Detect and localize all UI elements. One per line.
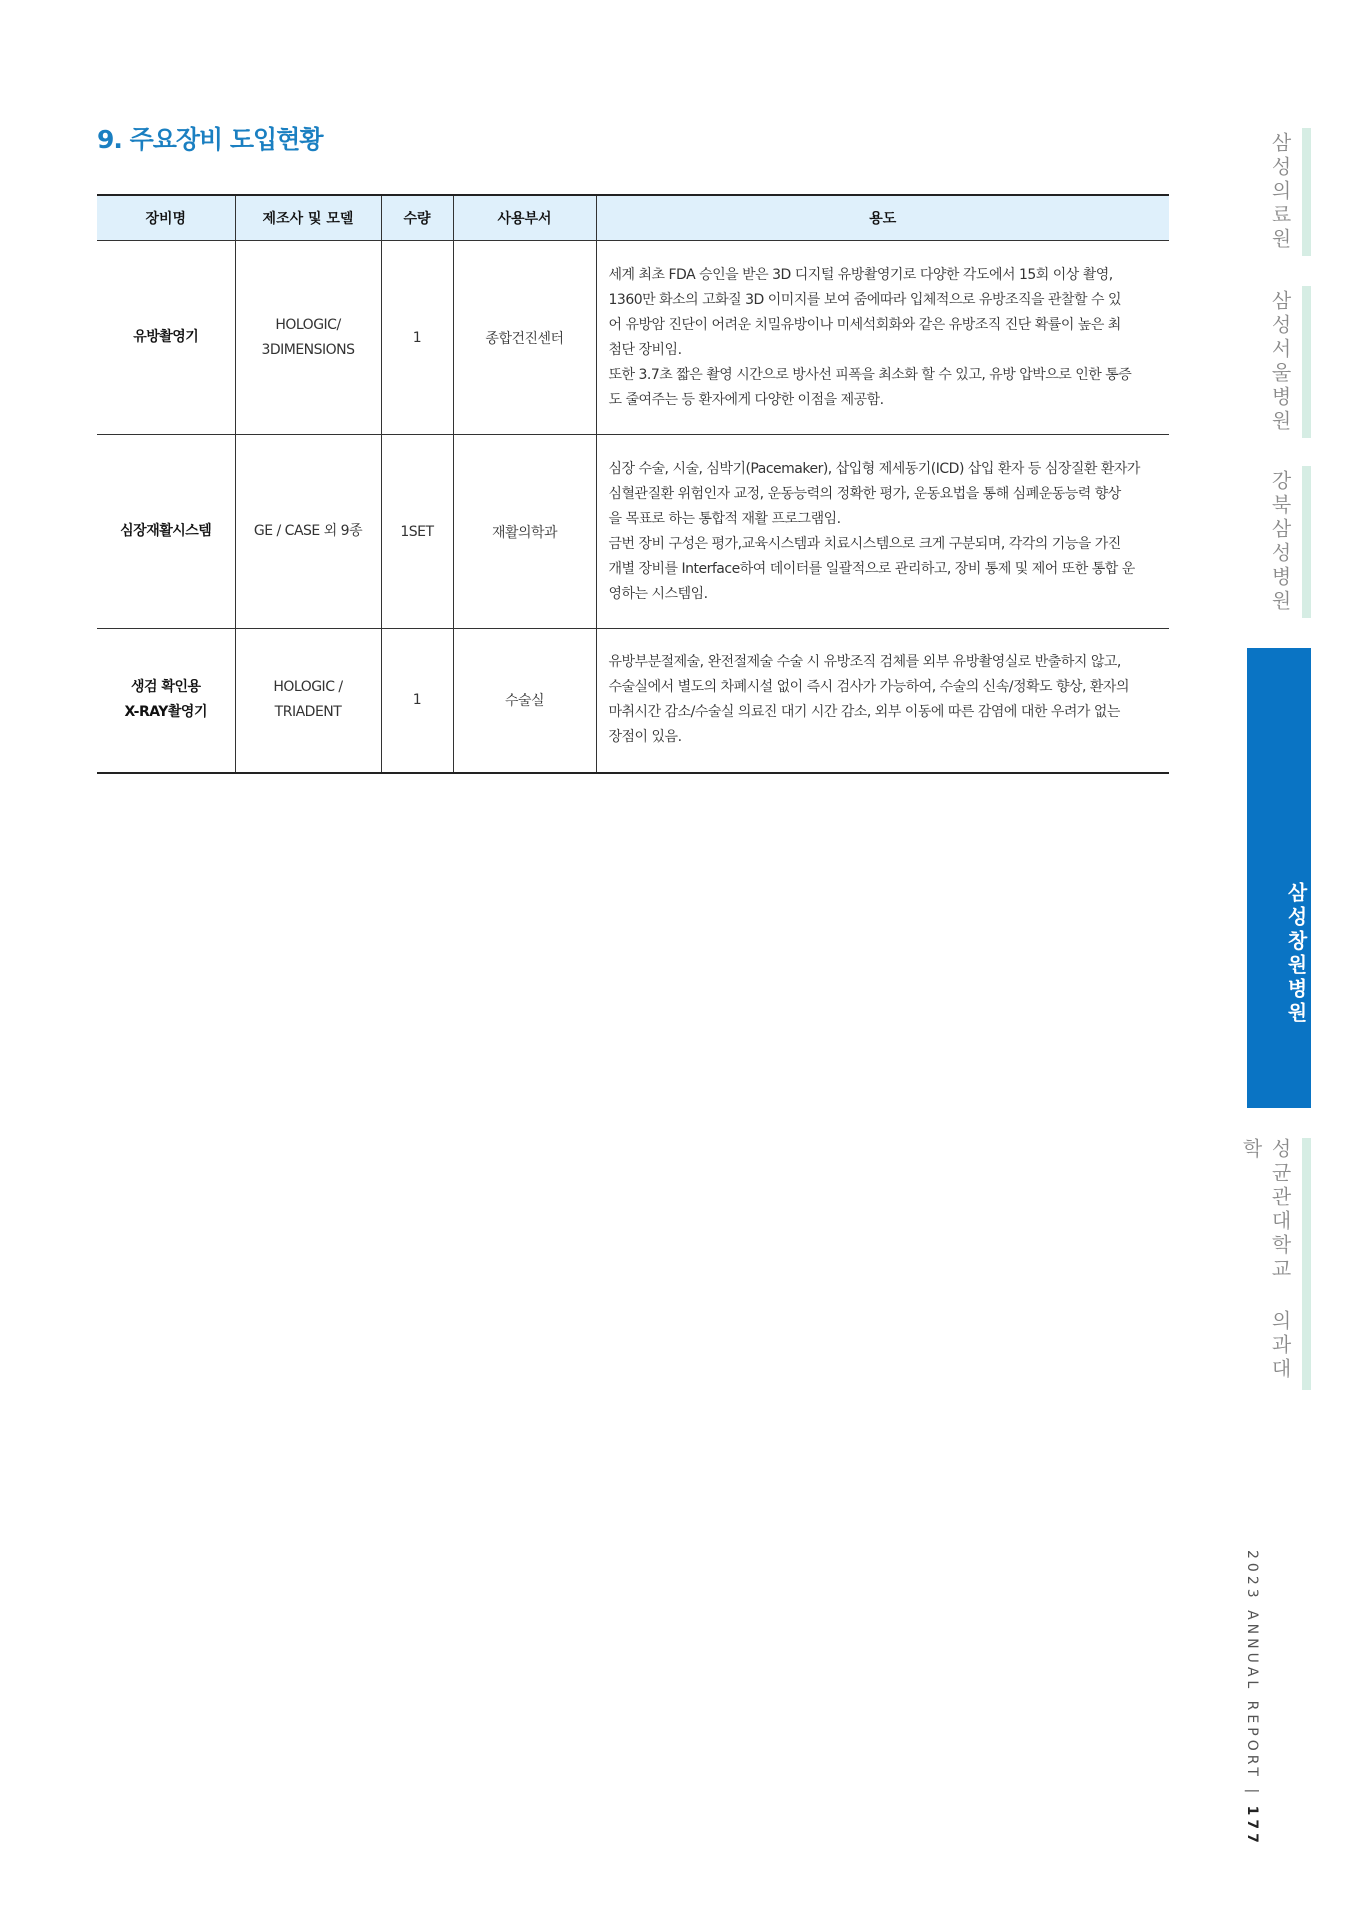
page-number: 177 <box>1244 1805 1260 1847</box>
header-purpose: 용도 <box>596 195 1169 241</box>
tab-label: 삼성서울병원 <box>1268 290 1292 434</box>
footer-separator: | <box>1244 1788 1260 1798</box>
purpose-line: 또한 3.7초 짧은 촬영 시간으로 방사선 피폭을 최소화 할 수 있고, 유방 압박으로 인한 통증 <box>608 366 1132 383</box>
quantity: 1SET <box>381 435 453 629</box>
purpose <box>596 435 1169 629</box>
purpose-line: 마취시간 감소/수술실 의료진 대기 시간 감소, 외부 이동에 따른 감염에 대한 우려가 없는 <box>608 704 1120 721</box>
tab-label: 성균관대학교 의과대학 <box>1239 1138 1292 1382</box>
tab-samsung-medical-center[interactable] <box>1247 128 1311 256</box>
purpose-line: 1360만 화소의 고화질 3D 이미지를 보여 줌에따라 입체적으로 유방조직을 관찰할 수 있 <box>608 291 1122 308</box>
header-department: 사용부서 <box>453 195 596 241</box>
purpose-line: 심혈관질환 위험인자 교정, 운동능력의 정확한 평가, 운동요법을 통해 심폐운동능력 향상 <box>608 485 1121 502</box>
purpose-line: 금번 장비 구성은 평가,교육시스템과 치료시스템으로 크게 구분되며, 각각의 기능을 가진 <box>608 535 1121 552</box>
purpose-line: 을 목표로 하는 통합적 재활 프로그램임. <box>608 510 841 527</box>
purpose-line: 도 줄여주는 등 환자에게 다양한 이점을 제공함. <box>608 391 884 408</box>
department: 재활의학과 <box>453 435 596 629</box>
purpose-line: 수술실에서 별도의 차폐시설 없이 즉시 검사가 가능하여, 수술의 신속/정확도 향상, 환자의 <box>608 679 1129 696</box>
department: 종합건진센터 <box>453 241 596 435</box>
purpose-line: 세계 최초 FDA 승인을 받은 3D 디지털 유방촬영기로 다양한 각도에서 15회 이상 촬영, <box>608 266 1113 283</box>
equipment-name <box>97 435 235 629</box>
maker-line: HOLOGIC / <box>273 679 343 696</box>
tab-indicator-bar <box>1302 466 1311 618</box>
quantity: 1 <box>381 241 453 435</box>
maker-model <box>235 435 381 629</box>
header-equipment-name: 장비명 <box>97 195 235 241</box>
page-footer <box>1244 1550 1260 1847</box>
purpose-line: 첨단 장비임. <box>608 341 682 358</box>
tab-samsung-changwon-hospital[interactable] <box>1247 648 1311 1108</box>
section-title: 9. 주요장비 도입현황 <box>97 125 323 154</box>
header-maker-model: 제조사 및 모델 <box>235 195 381 241</box>
table-row <box>97 629 1169 773</box>
equipment-name-line: 생검 확인용 <box>131 679 201 696</box>
tab-indicator-bar <box>1302 286 1311 438</box>
equipment-name <box>97 629 235 773</box>
equipment-name-line: 심장재활시스템 <box>120 523 212 539</box>
tab-samsung-seoul-hospital[interactable] <box>1247 286 1311 438</box>
purpose-line: 어 유방암 진단이 어려운 치밀유방이나 미세석회화와 같은 유방조직 진단 확률이 높은 최 <box>608 316 1121 333</box>
purpose-line: 유방부분절제술, 완전절제술 수술 시 유방조직 검체를 외부 유방촬영실로 반출하지 않고, <box>608 654 1121 671</box>
maker-line: HOLOGIC/ <box>275 316 341 333</box>
purpose-line: 장점이 있음. <box>608 729 682 746</box>
purpose-line: 심장 수술, 시술, 심박기(Pacemaker), 삽입형 제세동기(ICD) 삽입 환자 등 심장질환 환자가 <box>608 460 1140 477</box>
purpose <box>596 629 1169 773</box>
maker-line: TRIADENT <box>274 704 342 721</box>
purpose <box>596 241 1169 435</box>
tab-label: 강북삼성병원 <box>1268 470 1292 614</box>
maker-model <box>235 629 381 773</box>
tab-skku-school-of-medicine[interactable] <box>1239 1138 1311 1390</box>
maker-line: 3DIMENSIONS <box>261 341 355 358</box>
report-title: 2023 ANNUAL REPORT <box>1244 1550 1260 1780</box>
equipment-name <box>97 241 235 435</box>
maker-line: GE / CASE 외 9종 <box>253 523 363 539</box>
table-header-row <box>97 195 1169 241</box>
quantity: 1 <box>381 629 453 773</box>
tab-label: 삼성의료원 <box>1268 132 1292 252</box>
header-quantity: 수량 <box>381 195 453 241</box>
tab-kangbuk-samsung-hospital[interactable] <box>1247 466 1311 618</box>
table-row <box>97 435 1169 629</box>
equipment-name-line: 유방촬영기 <box>133 329 199 345</box>
equipment-name-line: X-RAY촬영기 <box>124 704 207 721</box>
table-row <box>97 241 1169 435</box>
tab-label: 삼성창원병원 <box>1284 882 1308 1026</box>
maker-model <box>235 241 381 435</box>
department: 수술실 <box>453 629 596 773</box>
tab-indicator-bar <box>1302 1138 1311 1390</box>
equipment-table <box>97 194 1169 774</box>
purpose-line: 개별 장비를 Interface하여 데이터를 일괄적으로 관리하고, 장비 통제 및 제어 또한 통합 운 <box>608 560 1135 577</box>
purpose-line: 영하는 시스템임. <box>608 585 708 602</box>
tab-indicator-bar <box>1302 128 1311 256</box>
